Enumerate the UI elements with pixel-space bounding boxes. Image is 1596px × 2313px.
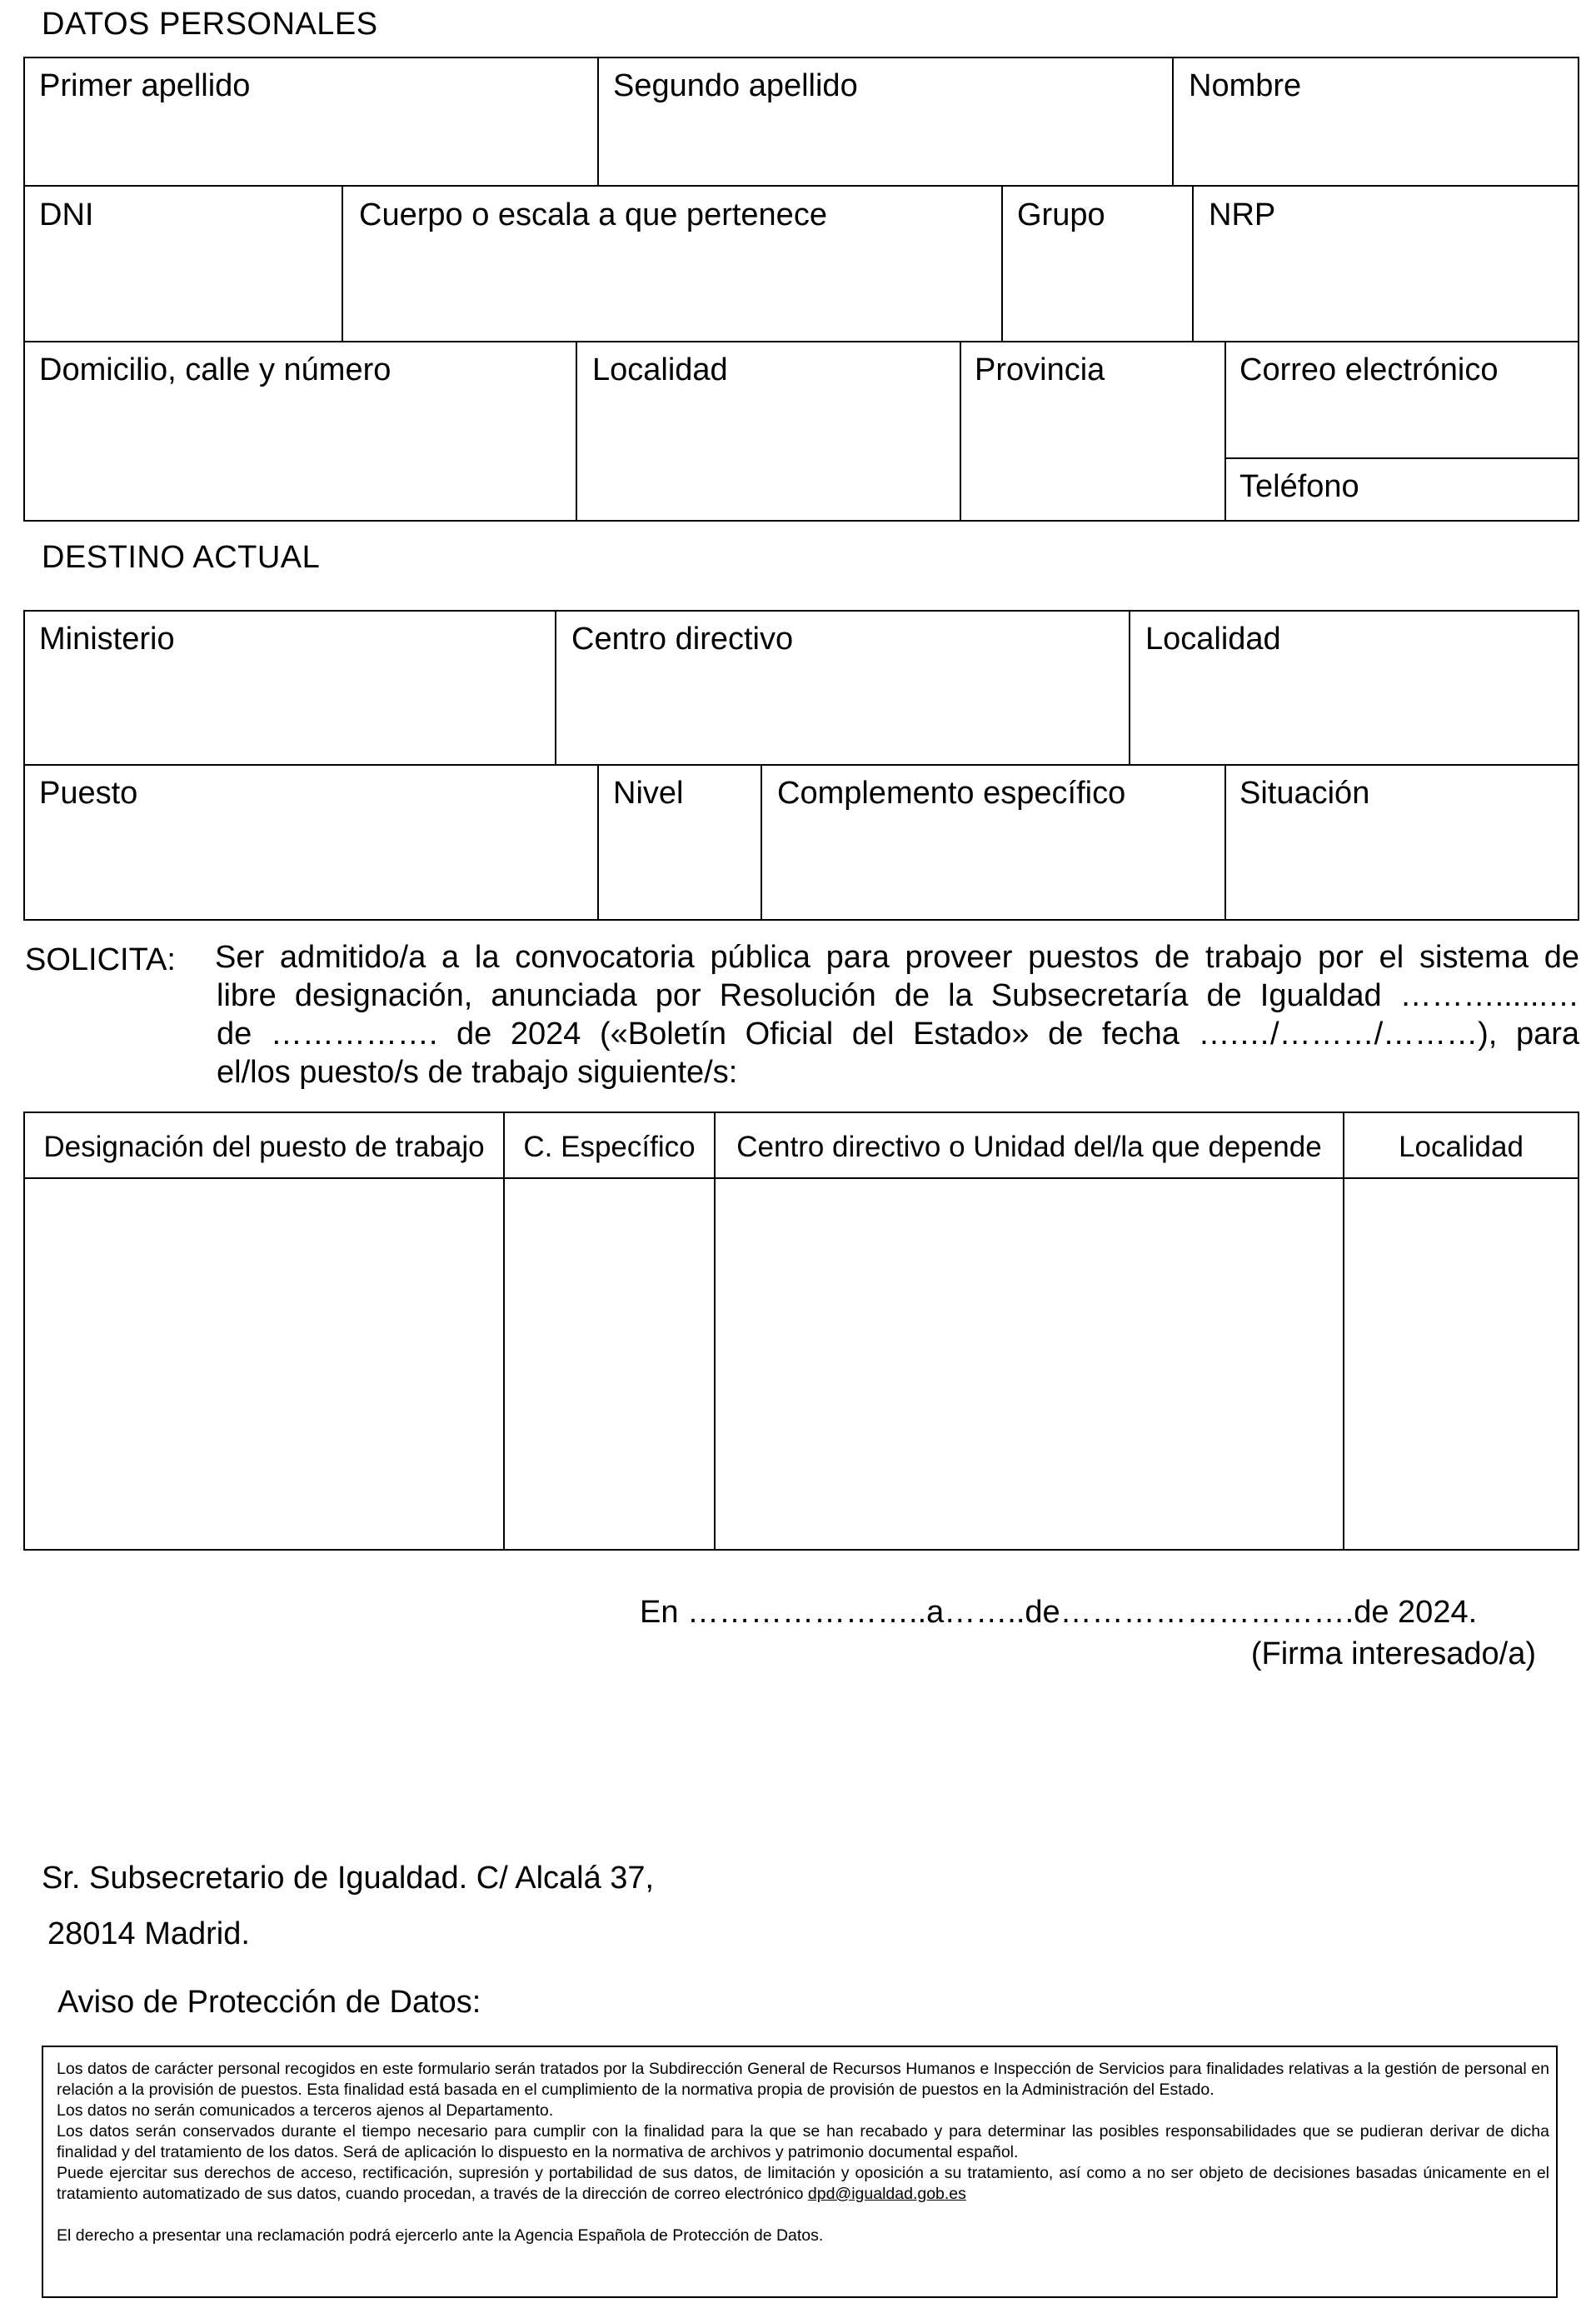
table-header-designacion: Designación del puesto de trabajo <box>43 1131 485 1163</box>
provincia-field[interactable] <box>961 342 1224 520</box>
field-label-domicilio: Domicilio, calle y número <box>39 352 392 387</box>
table-header-c-especifico: C. Específico <box>523 1131 696 1163</box>
ministerio-field[interactable] <box>25 612 554 764</box>
centro-directivo-field[interactable] <box>556 612 1128 764</box>
firma-label: (Firma interesado/a) <box>1250 1636 1536 1671</box>
section-heading-personal: DATOS PERSONALES <box>42 7 378 42</box>
solicita-line-3: de ……………. de 2024 («Boletín Oficial del Estado» de fecha ….…/………/………), para <box>217 1017 1579 1052</box>
field-label-localidad: Localidad <box>592 352 728 387</box>
privacy-paragraph: Los datos serán conservados durante el tiempo necesario para cumplir con la finalidad para la que se han recabado y para determinar las posibles responsabilidades que se pudieran derivar de dicha finalidad y del tratamiento de los datos. Será de aplicación lo dispuesto en la normativa de archivos y patrimonio documental español. <box>57 2122 1549 2161</box>
destino-localidad-field[interactable] <box>1130 612 1578 764</box>
table-header-centro-directivo: Centro directivo o Unidad del/la que depende <box>736 1131 1322 1163</box>
destinatario-line-1: Sr. Subsecretario de Igualdad. C/ Alcalá 37, <box>42 1861 655 1896</box>
field-label-puesto: Puesto <box>39 776 138 811</box>
complemento-field[interactable] <box>762 766 1224 919</box>
field-label-provincia: Provincia <box>975 352 1105 387</box>
localidad-input-cell[interactable] <box>1344 1179 1578 1549</box>
designacion-input-cell[interactable] <box>25 1179 503 1549</box>
localidad-field[interactable] <box>577 342 959 520</box>
segundo-apellido-field[interactable] <box>599 58 1171 185</box>
spacer <box>57 2205 1549 2226</box>
solicita-line-4: el/los puesto/s de trabajo siguiente/s: <box>217 1055 738 1090</box>
field-label-segundo-apellido: Segundo apellido <box>613 68 858 103</box>
primer-apellido-field[interactable] <box>25 58 596 185</box>
situacion-field[interactable] <box>1226 766 1578 919</box>
privacy-paragraph <box>57 2163 1549 2205</box>
telefono-field[interactable] <box>1226 459 1578 520</box>
field-label-destino-localidad: Localidad <box>1145 622 1281 657</box>
nivel-field[interactable] <box>599 766 760 919</box>
nombre-field[interactable] <box>1174 58 1578 185</box>
privacy-paragraph: Los datos no serán comunicados a terceros ajenos al Departamento. <box>57 2101 554 2120</box>
field-label-complemento: Complemento específico <box>777 776 1126 811</box>
correo-field[interactable] <box>1226 342 1578 457</box>
fecha-line: En …………………..a……..de……………………….de 2024. <box>640 1595 1478 1630</box>
table-header-localidad: Localidad <box>1399 1131 1524 1163</box>
dni-field[interactable] <box>25 187 341 341</box>
field-label-centro-directivo: Centro directivo <box>571 622 794 657</box>
dpd-email-link[interactable]: dpd@igualdad.gob.es <box>807 2185 966 2203</box>
c-especifico-input-cell[interactable] <box>505 1179 714 1549</box>
privacy-paragraph: El derecho a presentar una reclamación podrá ejercerlo ante la Agencia Española de Protección de Datos. <box>57 2226 824 2245</box>
field-label-nivel: Nivel <box>613 776 684 811</box>
field-label-cuerpo: Cuerpo o escala a que pertenece <box>359 197 827 232</box>
field-label-dni: DNI <box>39 197 94 232</box>
solicita-label: SOLICITA: <box>25 942 176 977</box>
centro-directivo-input-cell[interactable] <box>716 1179 1343 1549</box>
privacy-notice-text <box>57 2059 1549 2246</box>
field-label-grupo: Grupo <box>1017 197 1105 232</box>
field-label-nombre: Nombre <box>1189 68 1302 103</box>
field-label-ministerio: Ministerio <box>39 622 175 657</box>
puesto-field[interactable] <box>25 766 596 919</box>
cuerpo-field[interactable] <box>343 187 1000 341</box>
nrp-field[interactable] <box>1194 187 1578 341</box>
section-heading-destino: DESTINO ACTUAL <box>42 540 321 575</box>
privacy-rights-text: Puede ejercitar sus derechos de acceso, rectificación, supresión y portabilidad de sus datos, de limitación y oposición a su tratamiento, así como a no ser objeto de decisiones basadas únicamente en el tratamiento automatizado de sus datos, cuando procedan, a través de la dirección de correo electrónico <box>57 2164 1549 2203</box>
solicita-line-2: libre designación, anunciada por Resolución de la Subsecretaría de Igualdad ………......… <box>217 978 1579 1013</box>
field-label-telefono: Teléfono <box>1239 469 1359 504</box>
grupo-field[interactable] <box>1003 187 1191 341</box>
domicilio-field[interactable] <box>25 342 575 520</box>
field-label-primer-apellido: Primer apellido <box>39 68 251 103</box>
solicita-line-1: Ser admitido/a a la convocatoria pública para proveer puestos de trabajo por el sistema de <box>215 940 1579 975</box>
privacy-heading: Aviso de Protección de Datos: <box>57 1985 481 2020</box>
destinatario-line-2: 28014 Madrid. <box>47 1916 250 1951</box>
field-label-correo: Correo electrónico <box>1239 352 1499 387</box>
privacy-paragraph: Los datos de carácter personal recogidos en este formulario serán tratados por la Subdirección General de Recursos Humanos e Inspección de Servicios para finalidades relativas a la gestión de personal en relación a la provisión de puestos. Esta finalidad está basada en el cumplimiento de la normativa propia de provisión de puestos en la Administración del Estado. <box>57 2060 1549 2099</box>
field-label-nrp: NRP <box>1209 197 1276 232</box>
field-label-situacion: Situación <box>1239 776 1370 811</box>
